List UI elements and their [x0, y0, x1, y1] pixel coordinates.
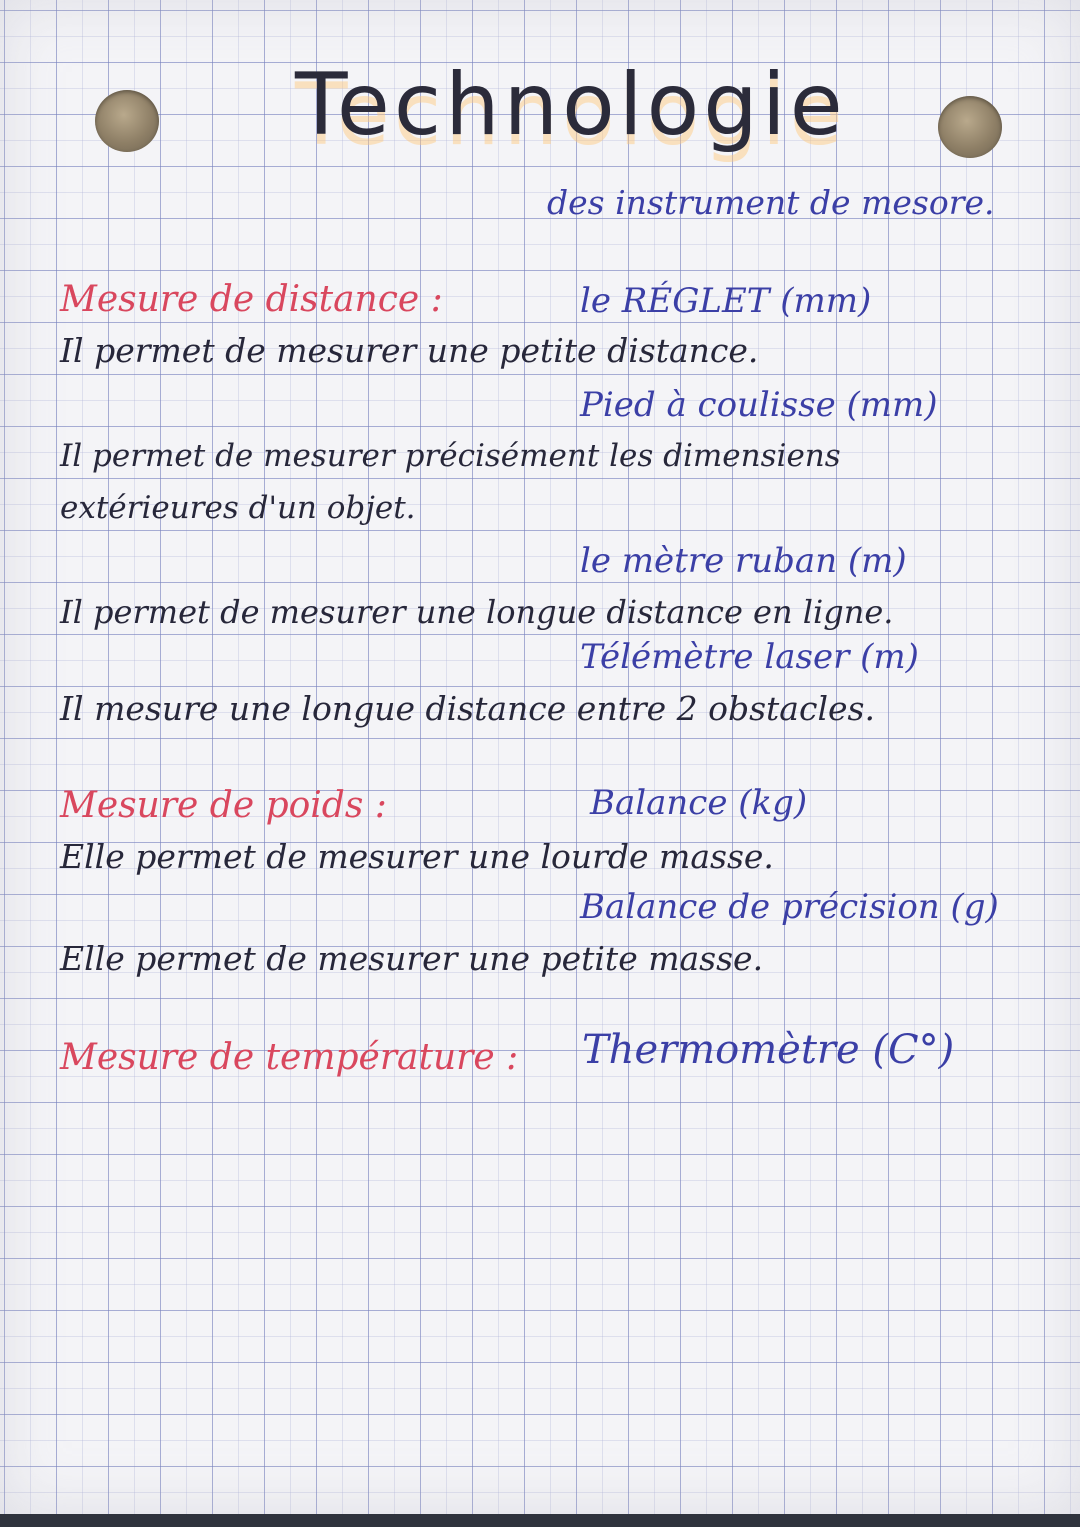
description-pied-a-coulisse-line1: Il permet de mesurer précisément les dimensiens — [60, 438, 841, 474]
heading-temperature: Mesure de température : — [60, 1037, 519, 1078]
heading-poids: Mesure de poids : — [60, 785, 387, 826]
description-balance-precision: Elle permet de mesurer une petite masse. — [60, 939, 764, 978]
description-balance: Elle permet de mesurer une lourde masse. — [60, 837, 774, 876]
description-telemetre-laser: Il mesure une longue distance entre 2 obstacles. — [60, 689, 875, 728]
heading-distance: Mesure de distance : — [60, 279, 443, 320]
instrument-balance-precision: Balance de précision (g) — [580, 887, 999, 927]
punch-hole-right — [938, 96, 1002, 158]
punch-hole-left — [95, 90, 159, 152]
page-title: Technologie — [295, 55, 847, 155]
page-subtitle: des instrument de mesore. — [547, 183, 995, 222]
instrument-pied-a-coulisse: Pied à coulisse (mm) — [580, 385, 938, 425]
description-pied-a-coulisse-line2: extérieures d'un objet. — [60, 490, 416, 526]
description-metre-ruban: Il permet de mesurer une longue distance en ligne. — [60, 593, 894, 631]
background-edge — [0, 1514, 1080, 1527]
instrument-reglet: le RÉGLET (mm) — [580, 281, 872, 321]
instrument-balance: Balance (kg) — [590, 783, 808, 823]
instrument-thermometre: Thermomètre (C°) — [582, 1027, 955, 1073]
instrument-metre-ruban: le mètre ruban (m) — [580, 541, 907, 581]
description-reglet: Il permet de mesurer une petite distance. — [60, 331, 759, 370]
instrument-telemetre-laser: Télémètre laser (m) — [580, 637, 919, 677]
